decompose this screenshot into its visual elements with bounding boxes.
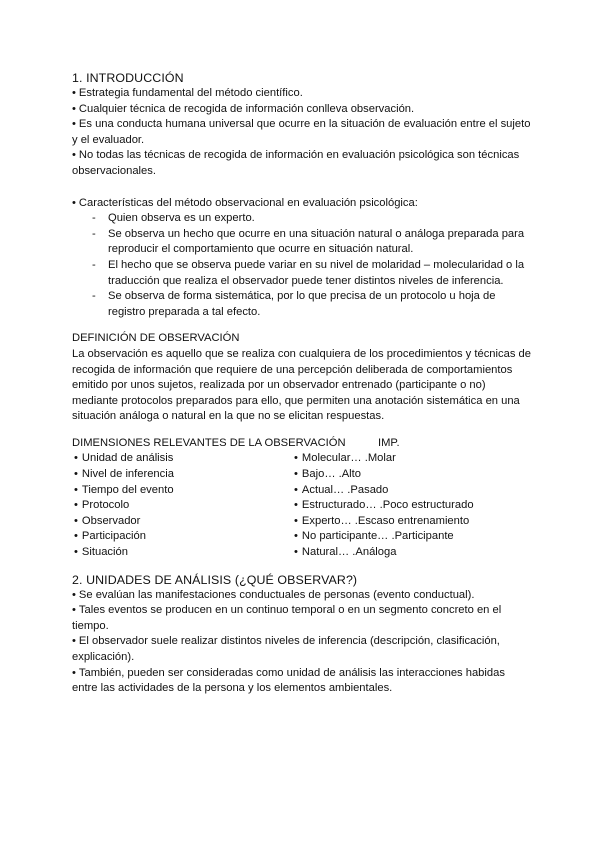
list-item: • Estrategia fundamental del método científico. (72, 86, 532, 102)
section-title-dimensiones: DIMENSIONES RELEVANTES DE LA OBSERVACIÓN (72, 436, 346, 449)
list-item: - Quien observa es un experto. (92, 211, 532, 227)
list-item: • Tiempo del evento (74, 483, 294, 499)
list-item: • Es una conducta humana universal que ocurre en la situación de evaluación entre el sujeto y el evaluador. (72, 117, 532, 148)
intro-bullet-list (72, 86, 532, 180)
list-item: - Se observa de forma sistemática, por lo que precisa de un protocolo u hoja de registro preparada a tal efecto. (92, 289, 532, 320)
dimensiones-header (72, 436, 532, 452)
caracteristicas-dash-list (72, 211, 532, 320)
spacer (72, 425, 532, 436)
list-item: • Situación (74, 545, 294, 561)
dimensiones-left-list (74, 451, 294, 560)
dimensiones-right-list (294, 451, 514, 560)
list-item: • Participación (74, 529, 294, 545)
list-item: • No participante… .Participante (294, 529, 514, 545)
dimensiones-left-column (72, 451, 294, 560)
definicion-paragraph: La observación es aquello que se realiza con cualquiera de los procedimientos y técnicas de recogida de información que requiere de una percepción deliberada de comportamientos emitido por unos sujetos, realizada por un observador entrenado (participante o no) mediante protocolos preparados para ello, que permiten una anotación sistemática en una situación análoga o natural en la que no se elicitan respuestas. (72, 347, 531, 423)
section-title-unidades: 2. UNIDADES DE ANÁLISIS (¿QUÉ OBSERVAR?) (72, 572, 358, 587)
list-item: • También, pueden ser consideradas como unidad de análisis las interacciones habidas entre las actividades de la persona y los elementos ambientales. (72, 666, 532, 697)
list-item: • Cualquier técnica de recogida de información conlleva observación. (72, 102, 532, 118)
dimensiones-right-column (294, 451, 514, 560)
list-item: • Unidad de análisis (74, 451, 294, 467)
list-item: • Experto… .Escaso entrenamiento (294, 514, 514, 530)
document-content (72, 70, 532, 697)
dimensiones-columns (72, 451, 532, 560)
list-item: • Estructurado… .Poco estructurado (294, 498, 514, 514)
imp-label: IMP. (378, 436, 400, 449)
list-item: - El hecho que se observa puede variar en su nivel de molaridad – molecularidad o la traducción que realiza el observador puede tener distintos niveles de inferencia. (92, 258, 532, 289)
unidades-bullet-list (72, 588, 532, 697)
list-item: • Protocolo (74, 498, 294, 514)
list-item: • El observador suele realizar distintos niveles de inferencia (descripción, clasificación, explicación). (72, 634, 532, 665)
caracteristicas-heading-list (72, 196, 532, 212)
spacer (72, 561, 532, 572)
list-item: • Se evalúan las manifestaciones conductuales de personas (evento conductual). (72, 588, 532, 604)
list-item: • Actual… .Pasado (294, 483, 514, 499)
section-title-definicion: DEFINICIÓN DE OBSERVACIÓN (72, 332, 240, 345)
list-item: • Molecular… .Molar (294, 451, 514, 467)
list-item: • Observador (74, 514, 294, 530)
list-item: • Bajo… .Alto (294, 467, 514, 483)
list-item: - Se observa un hecho que ocurre en una situación natural o análoga preparada para reproducir el comportamiento que ocurre en situación natural. (92, 227, 532, 258)
list-item: • Tales eventos se producen en un continuo temporal o en un segmento concreto en el tiempo. (72, 603, 532, 634)
caracteristicas-heading: • Características del método observacional en evaluación psicológica: (72, 196, 532, 212)
spacer (72, 320, 532, 331)
list-item: • No todas las técnicas de recogida de información en evaluación psicológica son técnicas observacionales. (72, 148, 532, 179)
list-item: • Natural… .Análoga (294, 545, 514, 561)
list-item: • Nivel de inferencia (74, 467, 294, 483)
spacer (72, 180, 532, 196)
section-title-introduccion: 1. INTRODUCCIÓN (72, 71, 184, 85)
